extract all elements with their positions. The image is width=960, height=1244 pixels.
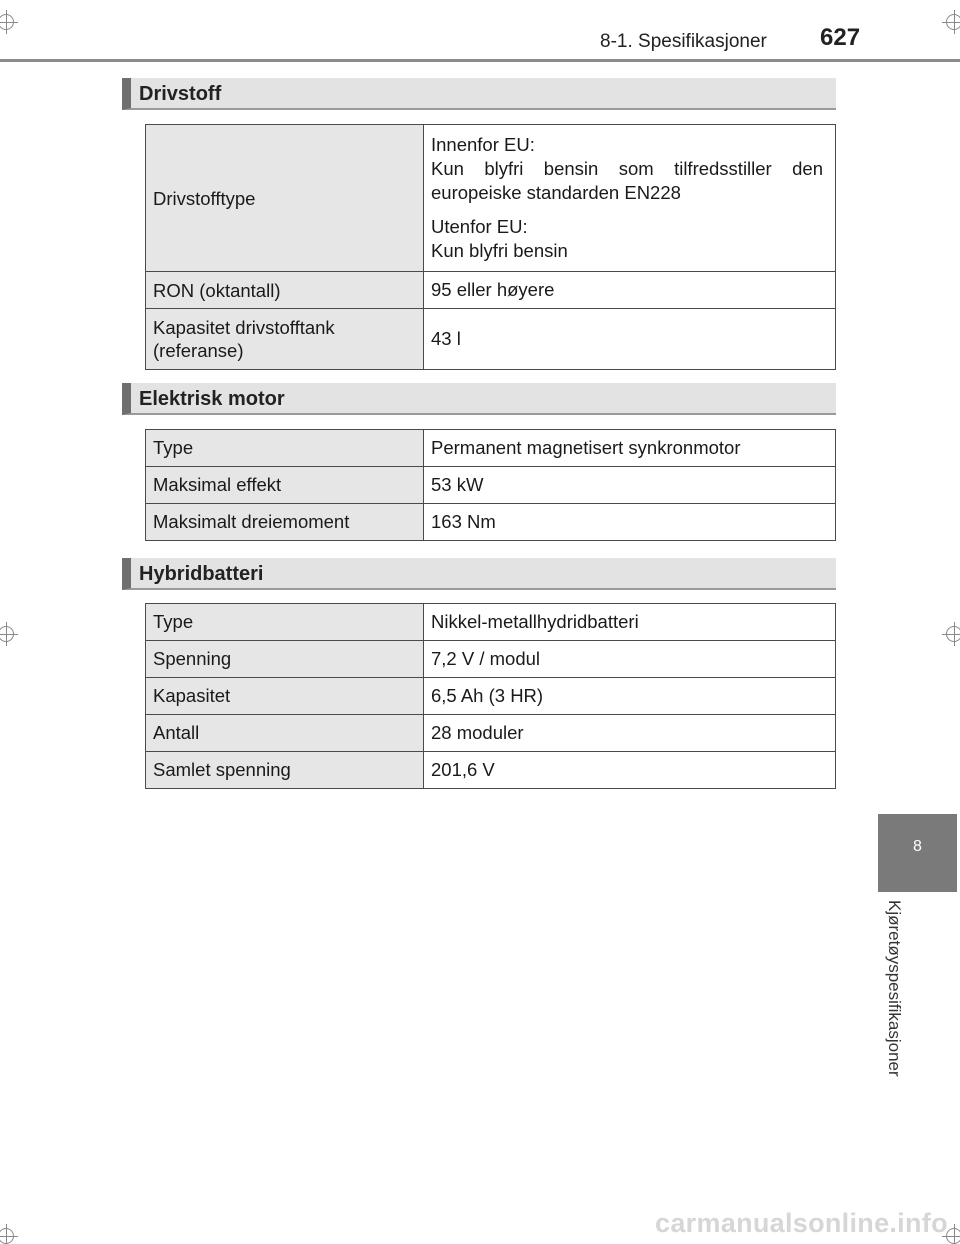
spec-value: 201,6 V [424, 752, 836, 789]
header-rule [0, 59, 960, 62]
page-header [0, 22, 960, 62]
table-row [146, 467, 836, 504]
section-banner [122, 558, 836, 590]
spec-key: Samlet spenning [146, 752, 424, 789]
section-title: 8-1. Spesifikasjoner [600, 31, 767, 52]
spec-value: 28 moduler [424, 715, 836, 752]
spec-value: 95 eller høyere [424, 272, 836, 309]
spec-value: 163 Nm [424, 504, 836, 541]
value-line: Innenfor EU: [431, 134, 535, 155]
table-row [146, 752, 836, 789]
spec-value: Nikkel-metallhydridbatteri [424, 604, 836, 641]
table-row [146, 430, 836, 467]
spec-key: Maksimal effekt [146, 467, 424, 504]
spec-key: Kapasitet drivstofftank (referanse) [146, 309, 424, 370]
section-drivstoff [122, 78, 836, 110]
watermark: carmanualsonline.info [655, 1208, 948, 1238]
spec-key: Kapasitet [146, 678, 424, 715]
spec-key: RON (oktantall) [146, 272, 424, 309]
spec-key: Drivstofftype [146, 125, 424, 272]
section-heading: Drivstoff [139, 83, 222, 105]
spec-value [424, 125, 836, 272]
spec-value: 6,5 Ah (3 HR) [424, 678, 836, 715]
value-line: Kun blyfri bensin [431, 240, 568, 262]
table-row [146, 641, 836, 678]
section-heading: Hybridbatteri [139, 563, 264, 585]
spec-key: Type [146, 430, 424, 467]
value-line: Kun blyfri bensin som tilfredsstiller den europeiske standarden EN228 [431, 158, 823, 204]
spec-key: Type [146, 604, 424, 641]
spec-key: Maksimalt dreiemoment [146, 504, 424, 541]
table-row [146, 678, 836, 715]
chapter-number: 8 [913, 838, 922, 855]
chapter-tab [878, 814, 957, 892]
fuel-spec-table [145, 124, 836, 370]
crop-mark-mid-right [942, 622, 960, 646]
section-elektrisk-motor [122, 383, 836, 415]
spec-key: Spenning [146, 641, 424, 678]
table-row [146, 604, 836, 641]
chapter-label [884, 900, 908, 1110]
spec-value: 7,2 V / modul [424, 641, 836, 678]
table-row [146, 272, 836, 309]
section-banner [122, 383, 836, 415]
table-row [146, 309, 836, 370]
chapter-label-text: Kjøretøyspesifikasjoner [885, 900, 904, 1077]
section-heading: Elektrisk motor [139, 388, 285, 410]
spec-value: 53 kW [424, 467, 836, 504]
spec-key: Antall [146, 715, 424, 752]
battery-spec-table [145, 603, 836, 789]
table-row [146, 504, 836, 541]
value-line: Utenfor EU: [431, 216, 528, 238]
section-banner [122, 78, 836, 110]
spec-value: 43 l [424, 309, 836, 370]
motor-spec-table [145, 429, 836, 541]
section-hybridbatteri [122, 558, 836, 590]
page-number: 627 [820, 24, 861, 51]
table-row [146, 715, 836, 752]
spec-value: Permanent magnetisert synkronmotor [424, 430, 836, 467]
crop-mark-bottom-left [0, 1224, 18, 1244]
crop-mark-mid-left [0, 622, 18, 646]
table-row [146, 125, 836, 272]
